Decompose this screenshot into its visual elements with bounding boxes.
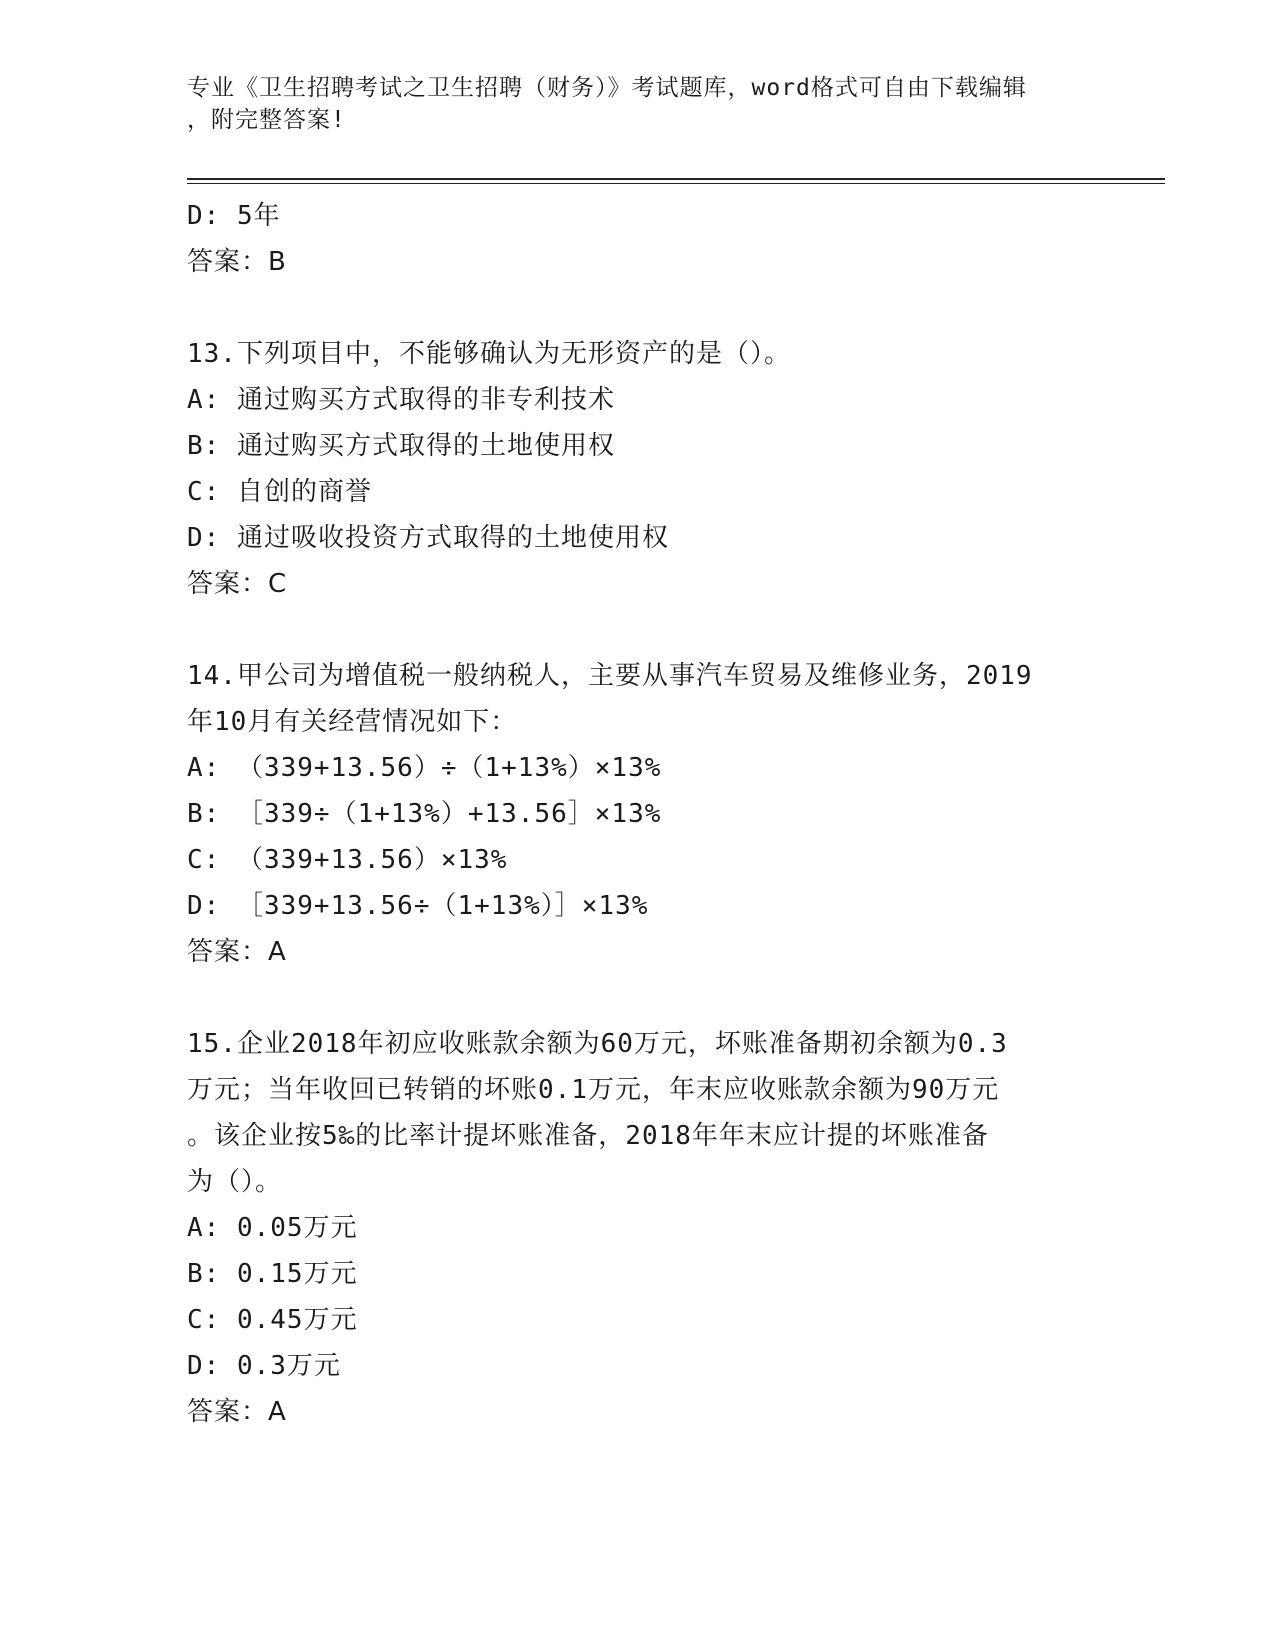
option-c: C: 自创的商誉 — [187, 477, 372, 507]
question-stem-line3: 。该企业按5‰的比率计提坏账准备，2018年年末应计提的坏账准备 — [187, 1121, 989, 1151]
option-c: C: （339+13.56）×13% — [187, 845, 508, 875]
document-header — [187, 72, 1067, 136]
option-a: A: 通过购买方式取得的非专利技术 — [187, 385, 615, 415]
header-divider-thick — [187, 178, 1165, 180]
answer-line: 答案：A — [187, 1397, 287, 1427]
question-14 — [187, 653, 1087, 975]
header-title-line1: 专业《卫生招聘考试之卫生招聘（财务）》考试题库，word格式可自由下载编辑 — [187, 75, 1027, 101]
option-d: D: ［339+13.56÷（1+13%）］×13% — [187, 891, 649, 921]
spacer — [187, 285, 1087, 331]
question-stem-line4: 为（）。 — [187, 1167, 283, 1197]
option-b: B: ［339÷（1+13%）+13.56］×13% — [187, 799, 662, 829]
header-divider-thin — [187, 183, 1165, 184]
spacer — [187, 975, 1087, 1021]
question-list — [187, 193, 1087, 1435]
option-a: A: 0.05万元 — [187, 1213, 358, 1243]
question-stem-line2: 年10月有关经营情况如下： — [187, 707, 518, 737]
answer-line: 答案：A — [187, 937, 287, 967]
option-b: B: 通过购买方式取得的土地使用权 — [187, 431, 615, 461]
question-15 — [187, 1021, 1087, 1435]
spacer — [187, 607, 1087, 653]
question-stem-line2: 万元；当年收回已转销的坏账0.1万元，年末应收账款余额为90万元 — [187, 1075, 1000, 1105]
answer-line: 答案：B — [187, 247, 287, 277]
option-c: C: 0.45万元 — [187, 1305, 358, 1335]
question-stem: 13.下列项目中，不能够确认为无形资产的是（）。 — [187, 339, 791, 369]
option-d: D: 5年 — [187, 201, 281, 231]
option-d: D: 0.3万元 — [187, 1351, 341, 1381]
question-stem-line1: 14.甲公司为增值税一般纳税人，主要从事汽车贸易及维修业务，2019 — [187, 661, 1033, 691]
option-a: A: （339+13.56）÷（1+13%）×13% — [187, 753, 662, 783]
header-title-line2: ，附完整答案! — [187, 107, 346, 133]
option-b: B: 0.15万元 — [187, 1259, 358, 1289]
option-d: D: 通过吸收投资方式取得的土地使用权 — [187, 523, 669, 553]
question-13 — [187, 331, 1087, 607]
answer-line: 答案：C — [187, 569, 288, 599]
question-stem-line1: 15.企业2018年初应收账款余额为60万元，坏账准备期初余额为0.3 — [187, 1029, 1008, 1059]
question-12-tail — [187, 193, 1087, 285]
